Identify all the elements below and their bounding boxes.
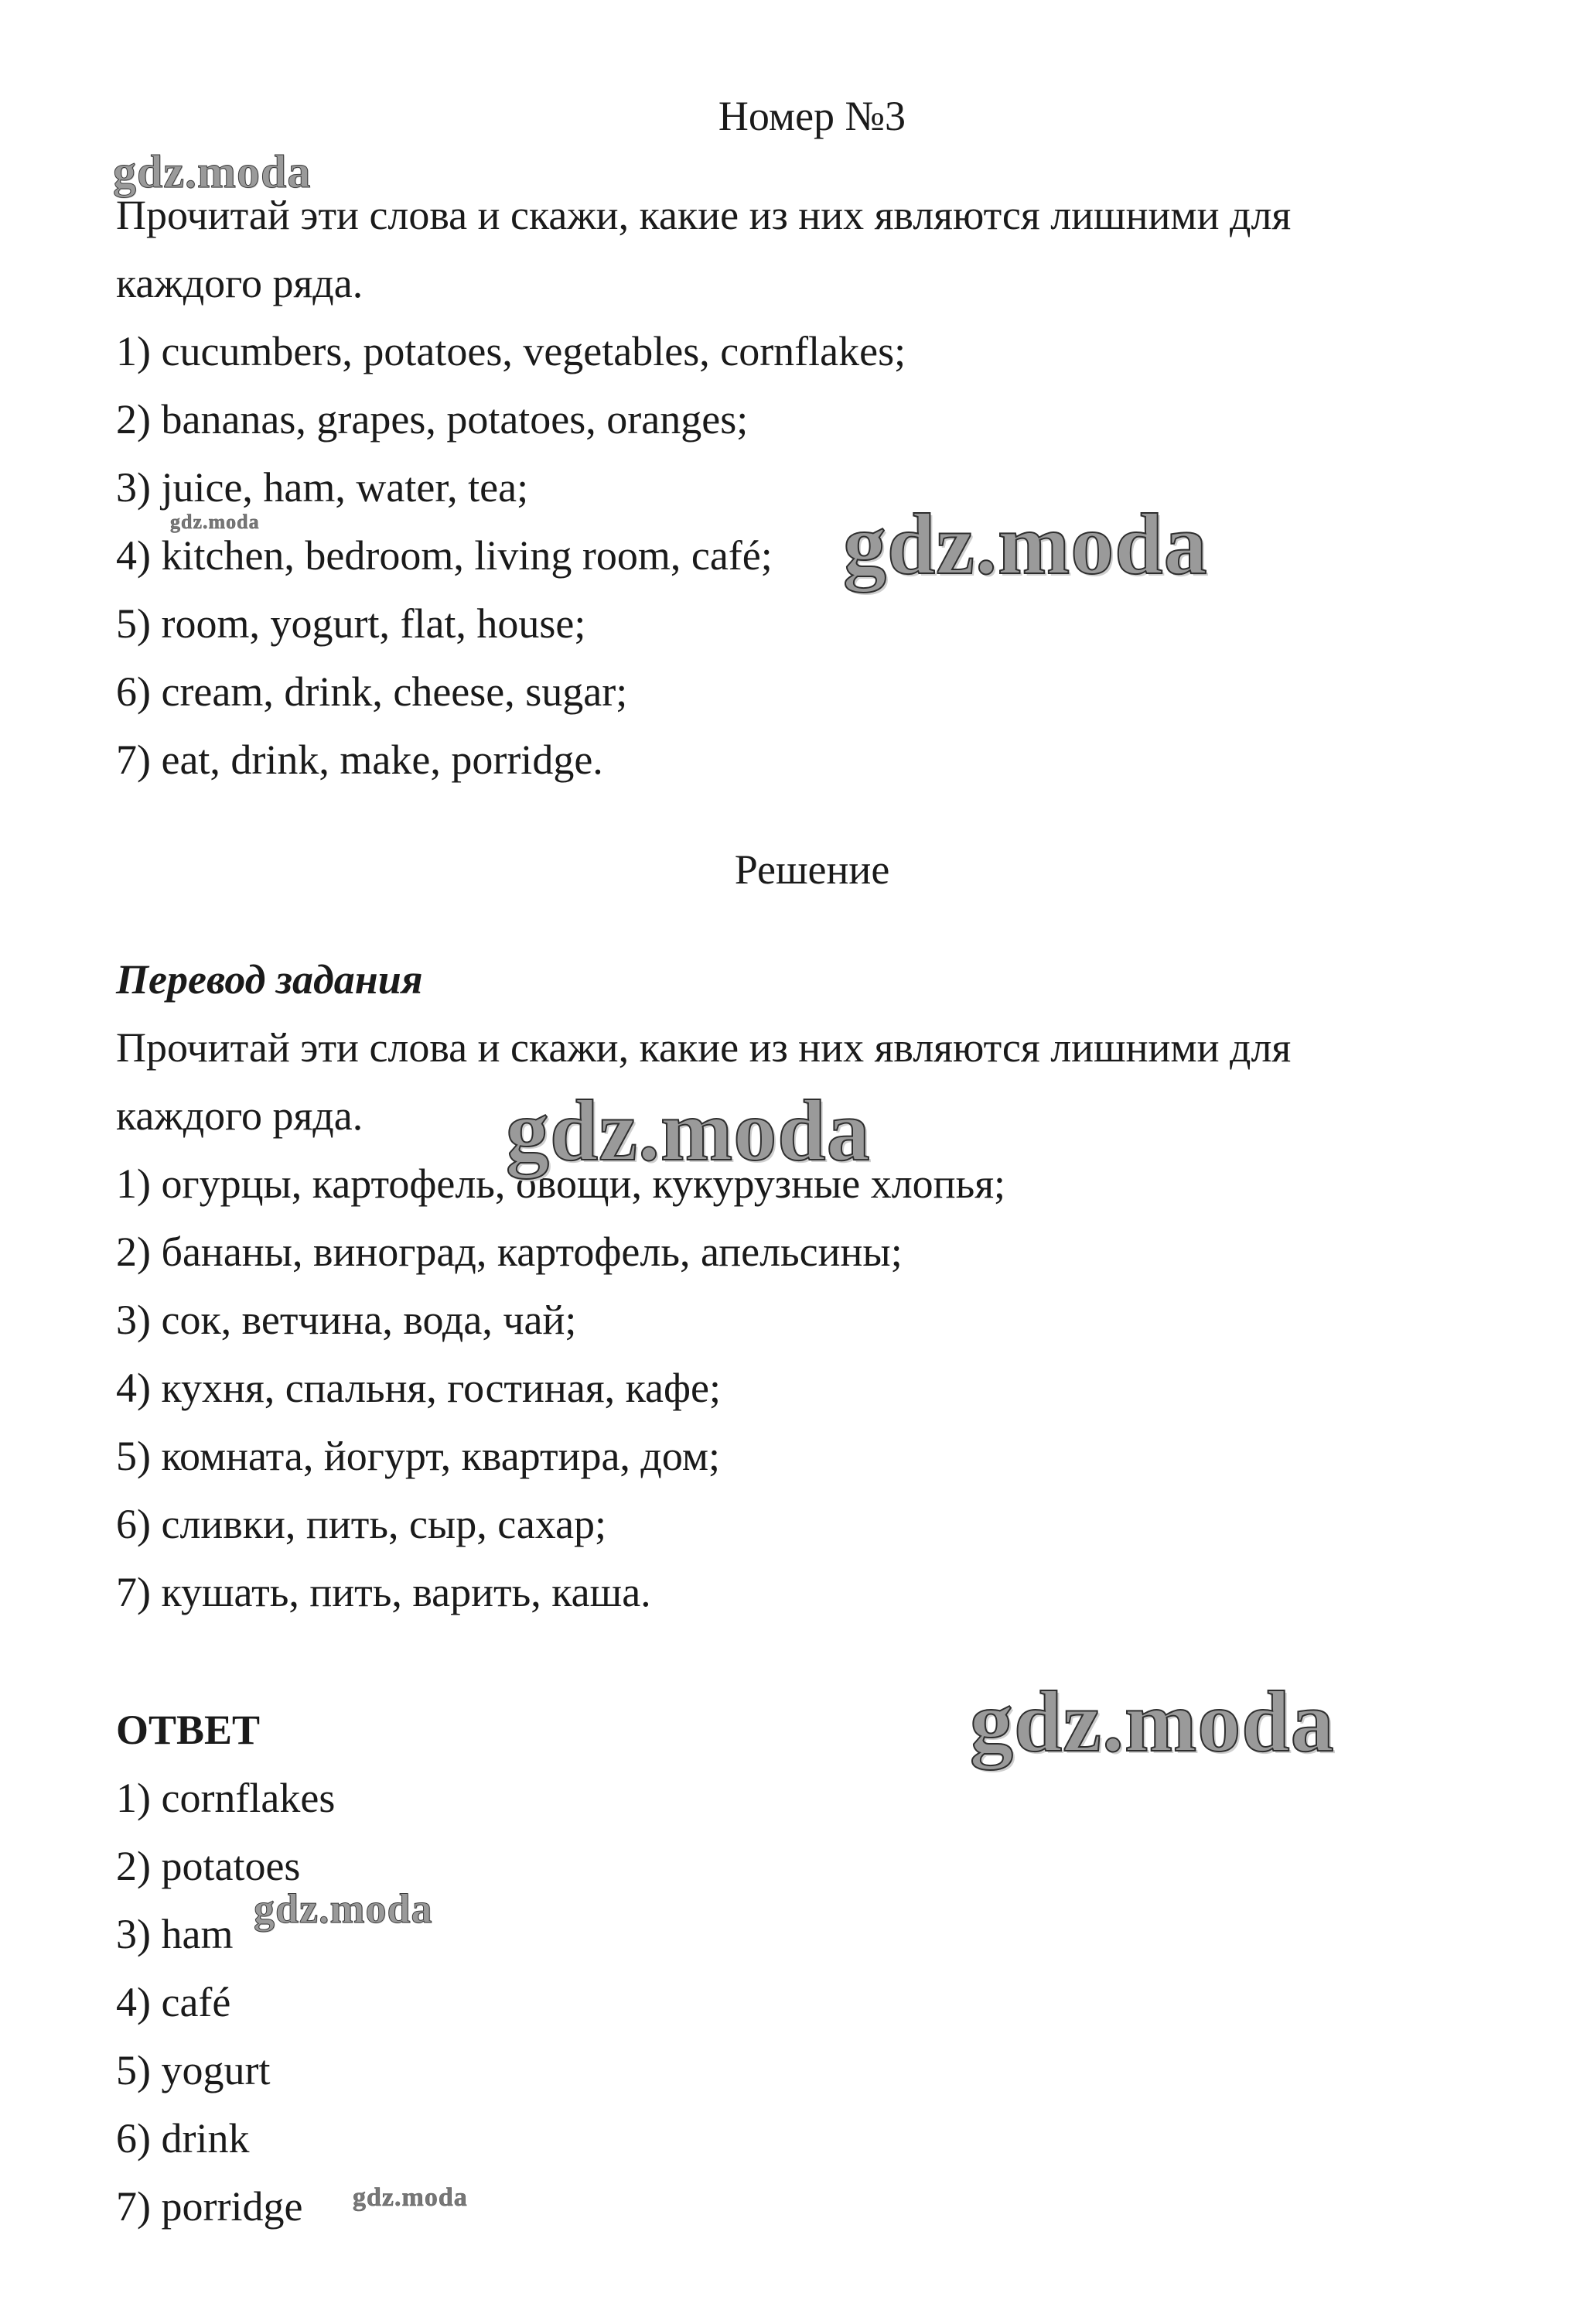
translation-item: 1) огурцы, картофель, овощи, кукурузные хлопья; (116, 1160, 1006, 1207)
watermark-logo: gdz.moda (113, 146, 312, 197)
task-item: 5) room, yogurt, flat, house; (116, 600, 586, 647)
watermark-logo: gdz.moda (254, 1885, 433, 1932)
task-item: 2) bananas, grapes, potatoes, oranges; (116, 396, 749, 443)
task-item: 6) cream, drink, cheese, sugar; (116, 668, 628, 715)
watermark-logo: gdz.moda (506, 1083, 871, 1179)
answer-item: 4) café (116, 1979, 231, 2025)
answer-item: 6) drink (116, 2115, 250, 2162)
watermark-logo: gdz.moda (170, 511, 260, 533)
task-heading: Номер №3 (718, 93, 906, 139)
task-item: 4) kitchen, bedroom, living room, café; (116, 532, 773, 579)
watermark-logo: gdz.moda (353, 2183, 468, 2212)
task-item: 3) juice, ham, water, tea; (116, 464, 529, 511)
translation-instruction-line-2: каждого ряда. (116, 1092, 363, 1139)
answer-heading: ОТВЕТ (116, 1707, 261, 1753)
solution-heading: Решение (734, 846, 890, 893)
task-instruction-line-1: Прочитай эти слова и скажи, какие из них являются лишними для (116, 192, 1292, 238)
task-item: 7) eat, drink, make, porridge. (116, 737, 603, 783)
answer-item: 3) ham (116, 1911, 234, 1957)
watermark-logo: gdz.moda (843, 497, 1208, 593)
translation-instruction-line-1: Прочитай эти слова и скажи, какие из них являются лишними для (116, 1024, 1292, 1071)
translation-item: 5) комната, йогурт, квартира, дом; (116, 1433, 721, 1479)
translation-item: 4) кухня, спальня, гостиная, кафе; (116, 1365, 721, 1411)
translation-item: 3) сок, ветчина, вода, чай; (116, 1297, 577, 1343)
translation-item: 2) бананы, виноград, картофель, апельсины; (116, 1229, 903, 1275)
watermark-logo: gdz.moda (970, 1674, 1335, 1770)
answer-item: 2) potatoes (116, 1843, 301, 1889)
task-item: 1) cucumbers, potatoes, vegetables, cornflakes; (116, 328, 906, 374)
translation-item: 7) кушать, пить, варить, каша. (116, 1569, 651, 1615)
answer-item: 1) cornflakes (116, 1775, 336, 1821)
answer-item: 5) yogurt (116, 2047, 271, 2093)
answer-item: 7) porridge (116, 2183, 303, 2230)
task-instruction-line-2: каждого ряда. (116, 260, 363, 306)
translation-item: 6) сливки, пить, сыр, сахар; (116, 1501, 607, 1547)
translation-heading: Перевод задания (116, 956, 423, 1003)
